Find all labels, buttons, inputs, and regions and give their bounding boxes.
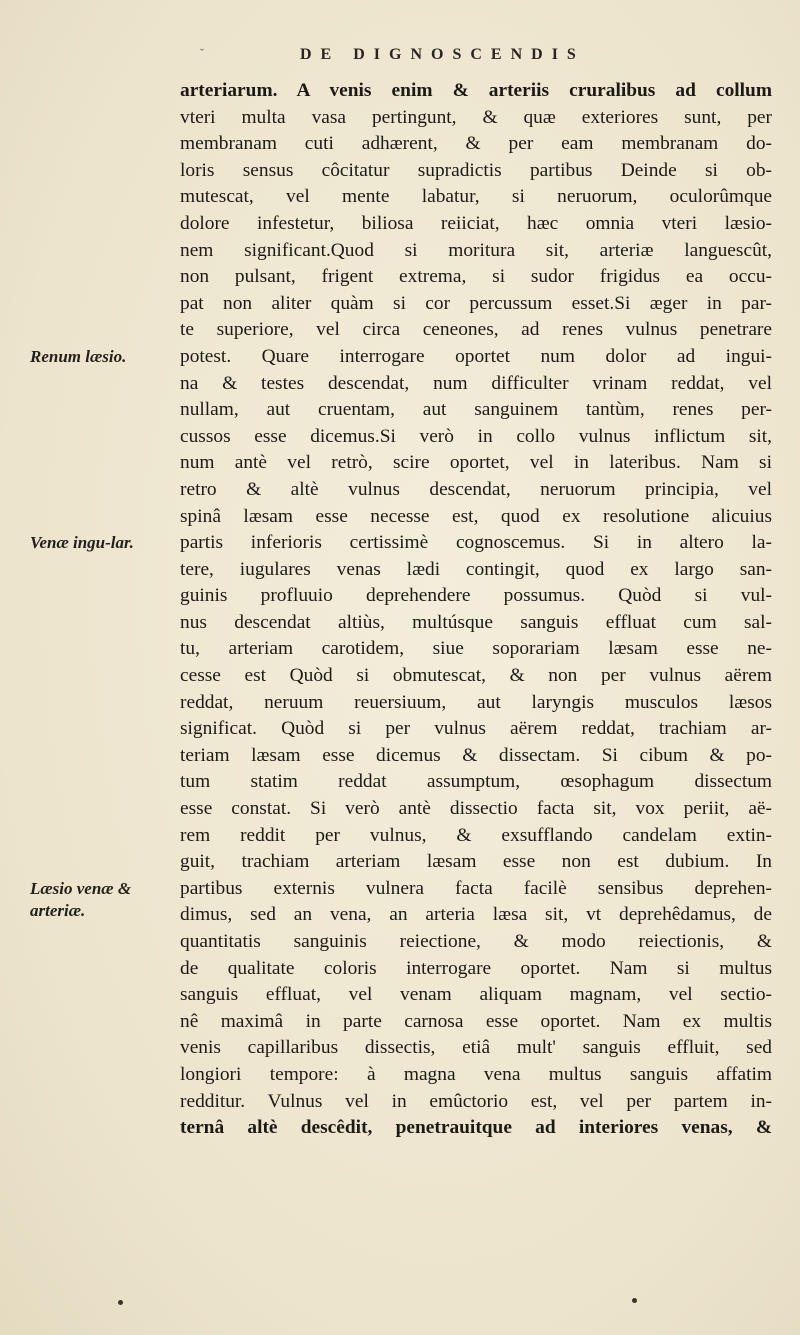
text-line: dolore infestetur, biliosa reiiciat, hæc omnia vteri læsio- (180, 212, 772, 234)
text-line: significat. Quòd si per vulnus aërem reddat, trachiam ar- (180, 718, 772, 740)
text-line: nus descendat altiùs, multúsque sanguis effluat cum sal- (180, 611, 772, 633)
text-line: retro & altè vulnus descendat, neruorum principia, vel (180, 478, 772, 500)
printer-mark: ˇ (200, 46, 204, 60)
text-line: pat non aliter quàm si cor percussum esset.Si æger in par- (180, 292, 772, 314)
text-line: nullam, aut cruentam, aut sanguinem tantùm, renes per- (180, 399, 772, 421)
text-line: rem reddit per vulnus, & exsufflando candelam extin- (180, 824, 772, 846)
text-line: non pulsant, frigent extrema, si sudor frigidus ea occu- (180, 266, 772, 288)
marginal-note: Venæ ingu-lar. (30, 533, 134, 553)
body-text (180, 78, 772, 1142)
text-line: partis inferioris certissimè cognoscemus. Si in altero la- (180, 532, 772, 554)
text-line: num antè vel retrò, scire oportet, vel in lateribus. Nam si (180, 452, 772, 474)
text-line: mutescat, vel mente labatur, si neruorum, oculorûmque (180, 186, 772, 208)
text-line: na & testes descendat, num difficulter vrinam reddat, vel (180, 372, 772, 394)
text-line: spinâ læsam esse necesse est, quod ex resolutione alicuius (180, 505, 772, 527)
text-line: reddat, neruum reuersiuum, aut laryngis musculos læsos (180, 691, 772, 713)
text-line: esse constat. Si verò antè dissectio facta sit, vox periit, aë- (180, 798, 772, 820)
text-line: guit, trachiam arteriam læsam esse non est dubium. In (180, 851, 772, 873)
text-line: nem significant.Quod si moritura sit, arteriæ languescût, (180, 239, 772, 261)
text-line: dimus, sed an vena, an arteria læsa sit, vt deprehêdamus, de (180, 904, 772, 926)
text-line: tu, arteriam carotidem, siue soporariam læsam esse ne- (180, 638, 772, 660)
ink-speck (118, 1300, 123, 1305)
running-head: DE DIGNOSCENDIS (300, 46, 585, 63)
text-line: te superiore, vel circa ceneones, ad renes vulnus penetrare (180, 319, 772, 341)
text-line: cussos esse dicemus.Si verò in collo vulnus inflictum sit, (180, 425, 772, 447)
text-line: teriam læsam esse dicemus & dissectam. Si cibum & po- (180, 744, 772, 766)
text-line: tere, iugulares venas lædi contingit, quod ex largo san- (180, 558, 772, 580)
text-line: sanguis effluat, vel venam aliquam magnam, vel sectio- (180, 984, 772, 1006)
text-line: membranam cuti adhærent, & per eam membranam do- (180, 133, 772, 155)
text-line: partibus externis vulnera facta facilè sensibus deprehen- (180, 877, 772, 899)
ink-speck (632, 1298, 637, 1303)
text-line: guinis profluuio deprehendere possumus. Quòd si vul- (180, 585, 772, 607)
text-line: vteri multa vasa pertingunt, & quæ exteriores sunt, per (180, 106, 772, 128)
text-line: cesse est Quòd si obmutescat, & non per vulnus aërem (180, 665, 772, 687)
text-line: tum statim reddat assumptum, œsophagum dissectum (180, 771, 772, 793)
text-line: ternâ altè descêdit, penetrauitque ad interiores venas, & (180, 1117, 772, 1139)
marginal-note: Renum læsio. (30, 347, 127, 366)
text-line: nê maximâ in parte carnosa esse oportet. Nam ex multis (180, 1010, 772, 1032)
text-line: arteriarum. A venis enim & arteriis cruralibus ad collum (180, 80, 772, 101)
text-line: redditur. Vulnus vel in emûctorio est, vel per partem in- (180, 1090, 772, 1112)
text-line: venis capillaribus dissectis, etiâ mult' sanguis effluit, sed (180, 1037, 772, 1059)
text-line: de qualitate coloris interrogare oportet. Nam si multus (180, 957, 772, 979)
text-line: longiori tempore: à magna vena multus sanguis affatim (180, 1063, 772, 1085)
text-line: loris sensus côcitatur supradictis partibus Deinde si ob- (180, 159, 772, 181)
text-line: potest. Quare interrogare oportet num dolor ad ingui- (180, 345, 772, 367)
text-line: quantitatis sanguinis reiectione, & modo reiectionis, & (180, 931, 772, 952)
marginal-note: Læsio venæ & arteriæ. (30, 879, 132, 920)
